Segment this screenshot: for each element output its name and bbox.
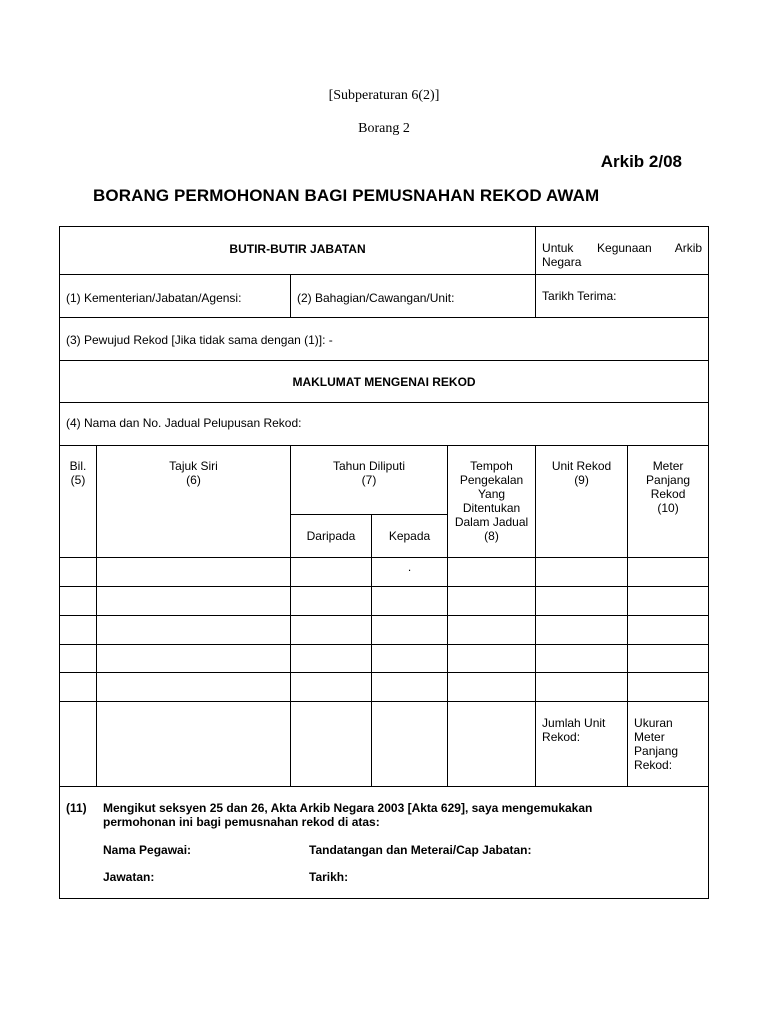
declaration-number: (11) bbox=[66, 801, 87, 815]
table-row bbox=[60, 558, 709, 587]
officer-name-field[interactable]: Nama Pegawai: bbox=[103, 843, 192, 857]
declaration-text-2: permohonan ini bagi pemusnahan rekod di atas: bbox=[103, 815, 380, 829]
col-unit-rekod: Unit Rekod (9) bbox=[536, 446, 628, 558]
application-form-table bbox=[59, 226, 709, 899]
kepada-cell[interactable] bbox=[372, 673, 448, 702]
records-info-heading: MAKLUMAT MENGENAI REKOD bbox=[60, 361, 709, 403]
kepada-cell[interactable] bbox=[372, 616, 448, 645]
table-row bbox=[60, 587, 709, 616]
totals-row bbox=[60, 702, 709, 787]
position-field[interactable]: Jawatan: bbox=[103, 870, 155, 884]
table-row bbox=[60, 616, 709, 645]
record-creator-field[interactable]: (3) Pewujud Rekod [Jika tidak sama dengan (1)]: - bbox=[60, 318, 709, 361]
subregulation-ref: [Subperaturan 6(2)] bbox=[328, 88, 440, 103]
dept-details-heading: BUTIR-BUTIR JABATAN bbox=[60, 227, 536, 275]
col-tempoh: Tempoh Pengekalan Yang Ditentukan Dalam Jadual (8) bbox=[448, 446, 536, 558]
kepada-cell[interactable] bbox=[372, 587, 448, 616]
total-unit-field[interactable]: Jumlah Unit Rekod: bbox=[536, 702, 628, 787]
total-meter-field[interactable]: Ukuran Meter Panjang Rekod: bbox=[628, 702, 709, 787]
ministry-field[interactable]: (1) Kementerian/Jabatan/Agensi: bbox=[60, 275, 291, 318]
table-row bbox=[60, 673, 709, 702]
archive-use-label: Untuk Kegunaan Arkib Negara bbox=[536, 227, 709, 275]
declaration-text-1: Mengikut seksyen 25 dan 26, Akta Arkib Negara 2003 [Akta 629], saya mengemukakan bbox=[103, 801, 593, 815]
division-field[interactable]: (2) Bahagian/Cawangan/Unit: bbox=[291, 275, 536, 318]
col-tajuk-siri: Tajuk Siri (6) bbox=[97, 446, 291, 558]
form-title: BORANG PERMOHONAN BAGI PEMUSNAHAN REKOD AWAM bbox=[93, 186, 600, 205]
signature-field[interactable]: Tandatangan dan Meterai/Cap Jabatan: bbox=[309, 843, 532, 857]
kepada-cell[interactable]: . bbox=[372, 558, 448, 587]
kepada-cell[interactable] bbox=[372, 645, 448, 673]
archive-ref: Arkib 2/08 bbox=[600, 152, 682, 171]
schedule-field[interactable]: (4) Nama dan No. Jadual Pelupusan Rekod: bbox=[60, 403, 709, 446]
col-daripada: Daripada bbox=[291, 515, 372, 558]
col-meter-panjang: Meter Panjang Rekod (10) bbox=[628, 446, 709, 558]
col-tahun-diliputi: Tahun Diliputi (7) bbox=[291, 446, 448, 515]
col-kepada: Kepada bbox=[372, 515, 448, 558]
col-bil: Bil. (5) bbox=[60, 446, 97, 558]
declaration-section bbox=[60, 787, 709, 899]
date-received-field[interactable]: Tarikh Terima: bbox=[536, 275, 709, 318]
date-field[interactable]: Tarikh: bbox=[309, 870, 349, 884]
table-row bbox=[60, 645, 709, 673]
form-number: Borang 2 bbox=[358, 121, 410, 136]
